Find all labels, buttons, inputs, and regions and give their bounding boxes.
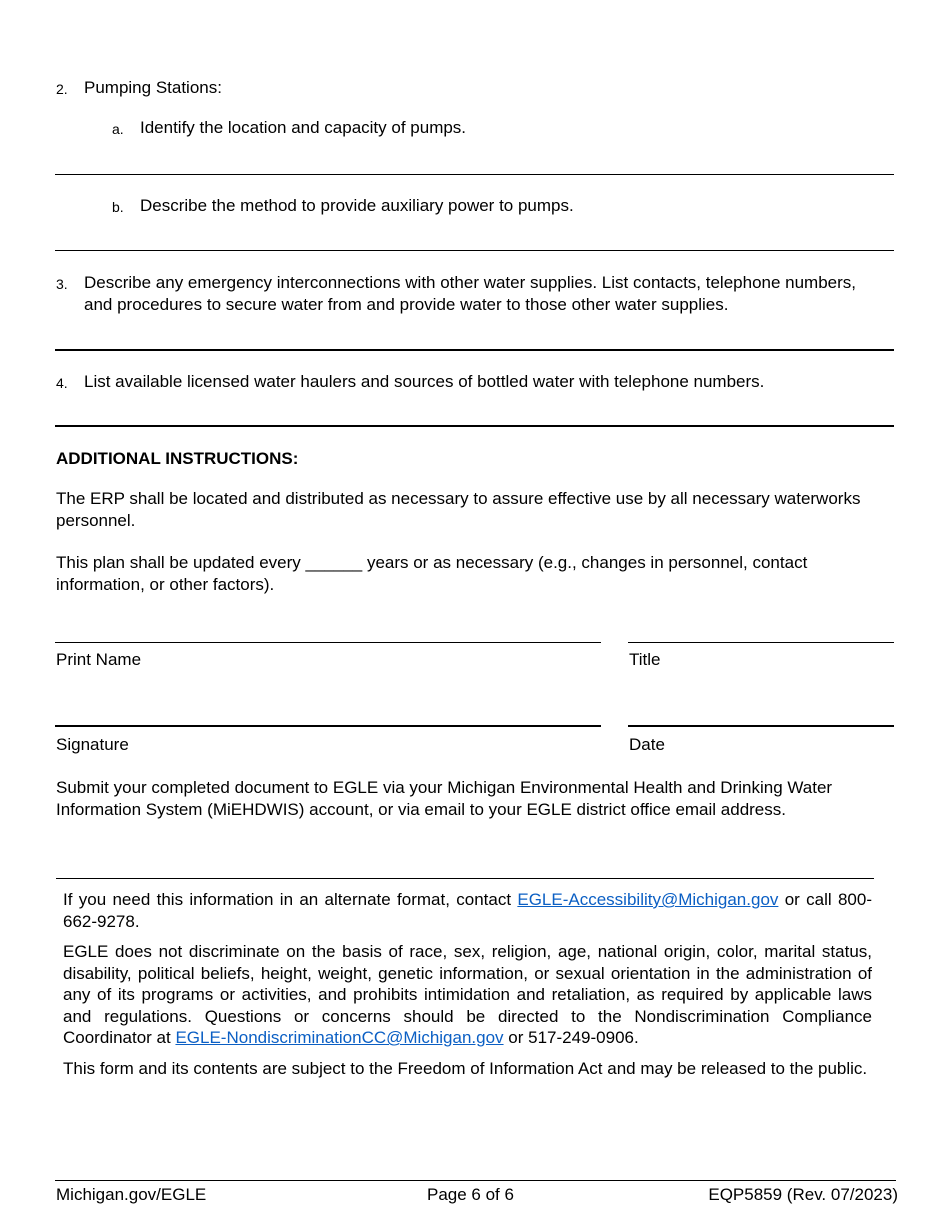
answer-line[interactable]: [55, 250, 894, 251]
footer-form-number: EQP5859 (Rev. 07/2023): [708, 1185, 898, 1204]
answer-line[interactable]: [55, 425, 894, 427]
notice-text: or 517-249-0906.: [503, 1028, 639, 1047]
notice-text: or call 800-662-9278.: [63, 890, 872, 931]
additional-instructions-heading: ADDITIONAL INSTRUCTIONS:: [56, 449, 299, 468]
date-label: Date: [629, 735, 665, 754]
update-frequency-paragraph: This plan shall be updated every ______ years or as necessary (e.g., changes in personnel, contact information, or other factors).: [56, 553, 808, 594]
item-number: 2.: [56, 81, 68, 97]
item-number: 4.: [56, 375, 68, 391]
foia-notice: This form and its contents are subject to the Freedom of Information Act and may be released to the public.: [63, 1058, 868, 1078]
item-pumps-location: Identify the location and capacity of pumps.: [140, 118, 467, 137]
title-label: Title: [629, 650, 661, 669]
footer-page-number: Page 6 of 6: [427, 1185, 514, 1204]
footer-divider: [55, 1180, 896, 1181]
accessibility-notice: [63, 889, 872, 932]
item-number: 3.: [56, 276, 68, 292]
sub-item-letter: b.: [112, 199, 124, 215]
item-interconnections: Describe any emergency interconnections with other water supplies. List contacts, telephone numbers, and procedures to secure water from and provide water to those other water supplies.: [84, 273, 857, 314]
nondiscrimination-email-link[interactable]: EGLE-NondiscriminationCC@Michigan.gov: [175, 1028, 504, 1047]
submit-instructions: Submit your completed document to EGLE via your Michigan Environmental Health and Drinking Water Information System (MiEHDWIS) account, or via email to your EGLE district office email address.: [56, 778, 833, 819]
item-auxiliary-power: Describe the method to provide auxiliary power to pumps.: [140, 196, 574, 215]
print-name-line[interactable]: [55, 642, 601, 643]
footer-website: Michigan.gov/EGLE: [56, 1185, 207, 1204]
item-water-haulers: List available licensed water haulers and sources of bottled water with telephone numbers.: [84, 372, 765, 391]
instructions-paragraph: The ERP shall be located and distributed as necessary to assure effective use by all necessary waterworks personnel.: [56, 489, 861, 530]
item-pumping-stations: Pumping Stations:: [84, 78, 222, 97]
date-line[interactable]: [628, 725, 894, 727]
sub-item-letter: a.: [112, 121, 124, 137]
print-name-label: Print Name: [56, 650, 142, 669]
nondiscrimination-notice: [63, 941, 872, 1049]
answer-line[interactable]: [55, 349, 894, 351]
notice-text: EGLE does not discriminate on the basis of race, sex, religion, age, national origin, color, marital status, disability, political beliefs, height, weight, genetic information, or sexual orientation in the administration of any of its programs or activities, and prohibits intimidation and retaliation, as required by applicable laws and regulations. Questions or concerns should be directed to the Nondiscrimination Compliance Coordinator at: [63, 942, 872, 1047]
notice-divider: [56, 878, 874, 879]
signature-line[interactable]: [55, 725, 601, 727]
notice-box: [63, 889, 872, 1079]
title-line[interactable]: [628, 642, 894, 643]
answer-line[interactable]: [55, 174, 894, 175]
notice-text: If you need this information in an alternate format, contact: [63, 890, 518, 909]
accessibility-email-link[interactable]: EGLE-Accessibility@Michigan.gov: [517, 890, 779, 909]
signature-label: Signature: [56, 735, 129, 754]
